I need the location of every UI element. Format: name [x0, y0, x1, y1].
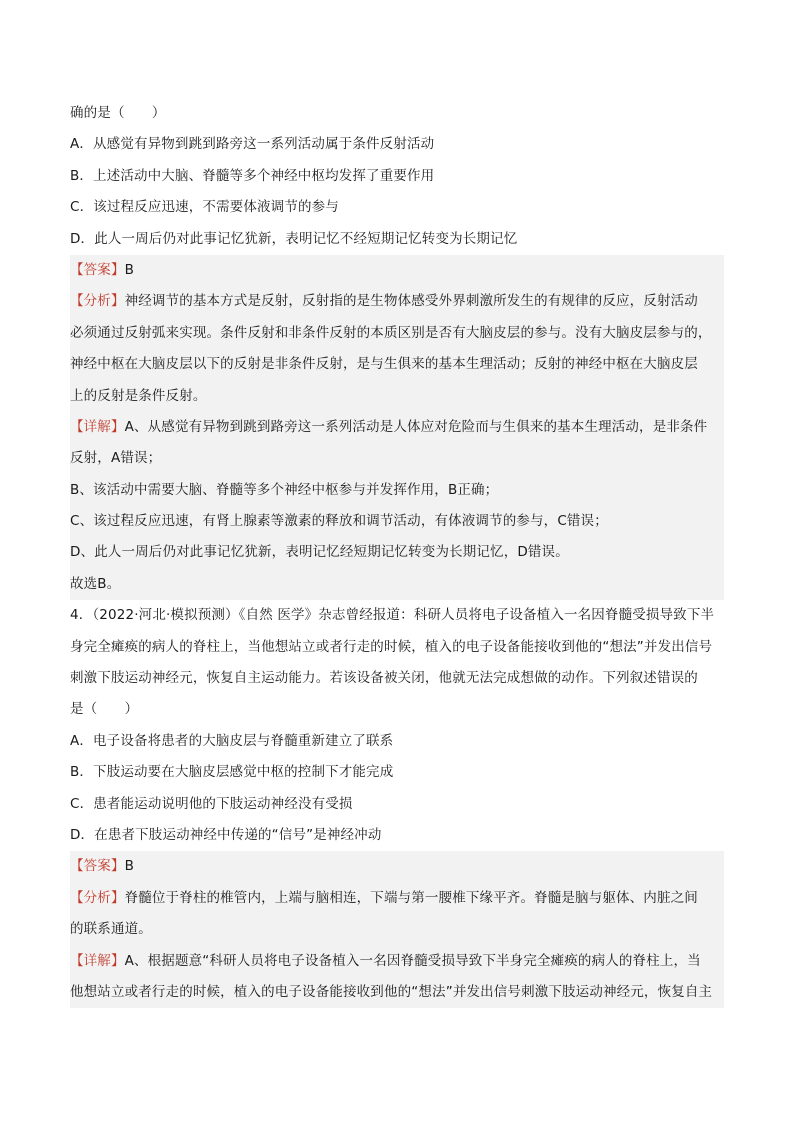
q3-option-d: D．此人一周后仍对此事记忆犹新，表明记忆不经短期记忆转变为长期记忆 — [70, 230, 518, 247]
q4-option-b: B．下肢运动要在大脑皮层感觉中枢的控制下才能完成 — [70, 764, 394, 781]
analysis-tag: 【分析】 — [70, 293, 125, 310]
detail-tag: 【详解】 — [70, 952, 125, 969]
answer-value: B — [124, 858, 135, 875]
q4-stem-line: 4．（2022·河北·模拟预测）《自然 医学》杂志曾经报道：科研人员将电子设备植入一名因脊髓受损导致下半 — [70, 607, 715, 624]
q3-stem-tail: 确的是（ ） — [70, 105, 166, 121]
q3-option-a: A．从感觉有异物到跳到路旁这一系列活动属于条件反射活动 — [70, 136, 435, 153]
analysis-tag: 【分析】 — [70, 889, 125, 906]
answer-tag: 【答案】 — [70, 858, 125, 875]
q3-analysis-line — [70, 286, 724, 317]
detail-tag: 【详解】 — [70, 418, 125, 435]
q4-stem-line: 刺激下肢运动神经元，恢复自主运动能力。若该设备被关闭，他就无法完成想做的动作。下列叙述错误的 — [70, 670, 698, 687]
q4-analysis-line — [70, 883, 724, 914]
q3-answer-line — [70, 255, 724, 286]
page-content — [70, 98, 724, 1008]
analysis-text: 神经调节的基本方式是反射，反射指的是生物体感受外界刺激所发生的有规律的反应，反射活动 — [124, 293, 698, 310]
q3-detail-line: D、此人一周后仍对此事记忆犹新，表明记忆经短期记忆转变为长期记忆，D错误。 — [70, 544, 569, 561]
q3-analysis-line: 必须通过反射弧来实现。条件反射和非条件反射的本质区别是否有大脑皮层的参与。没有大脑皮层参与的， — [70, 324, 712, 341]
q3-analysis-line: 神经中枢在大脑皮层以下的反射是非条件反射，是与生俱来的基本生理活动；反射的神经中枢在大脑皮层 — [70, 356, 698, 373]
q3-option-c: C．该过程反应迅速，不需要体液调节的参与 — [70, 199, 339, 216]
q4-stem-line: 身完全瘫痪的病人的脊柱上，当他想站立或者行走的时候，植入的电子设备能接收到他的“想法”并发出信号 — [70, 638, 713, 655]
answer-value: B — [124, 261, 135, 278]
q4-answer-line — [70, 851, 724, 882]
q3-detail-line: C、该过程反应迅速，有肾上腺素等激素的释放和调节活动，有体液调节的参与，C错误； — [70, 513, 608, 530]
analysis-text: 脊髓位于脊柱的椎管内，上端与脑相连，下端与第一腰椎下缘平齐。脊髓是脑与躯体、内脏之间 — [124, 889, 698, 906]
q4-stem-line: 是（ ） — [70, 701, 139, 718]
q3-detail-line: B、该活动中需要大脑、脊髓等多个神经中枢参与并发挥作用，B正确； — [70, 481, 499, 498]
q3-detail-line — [70, 412, 724, 443]
q3-analysis-line: 上的反射是条件反射。 — [70, 387, 207, 404]
q4-option-a: A．电子设备将患者的大脑皮层与脊髓重新建立了联系 — [70, 732, 394, 749]
q3-conclusion: 故选B。 — [70, 575, 121, 592]
q4-solution-block — [70, 851, 724, 1008]
q3-option-b: B．上述活动中大脑、脊髓等多个神经中枢均发挥了重要作用 — [70, 167, 435, 184]
q3-detail-line: 反射，A错误； — [70, 450, 162, 467]
q4-option-d: D．在患者下肢运动神经中传递的“信号”是神经冲动 — [70, 826, 382, 843]
answer-tag: 【答案】 — [70, 261, 125, 278]
q4-detail-line: 他想站立或者行走的时候，植入的电子设备能接收到他的“想法”并发出信号刺激下肢运动神经元，恢复自主 — [70, 983, 713, 1000]
q4-analysis-line: 的联系通道。 — [70, 921, 152, 938]
q4-detail-line — [70, 946, 724, 977]
q3-solution-block — [70, 255, 724, 600]
q4-option-c: C．患者能运动说明他的下肢运动神经没有受损 — [70, 795, 353, 812]
detail-text: A、根据题意“科研人员将电子设备植入一名因脊髓受损导致下半身完全瘫痪的病人的脊柱上，当 — [124, 952, 701, 969]
detail-text: A、从感觉有异物到跳到路旁这一系列活动是人体应对危险而与生俱来的基本生理活动，是非条件 — [124, 418, 708, 435]
